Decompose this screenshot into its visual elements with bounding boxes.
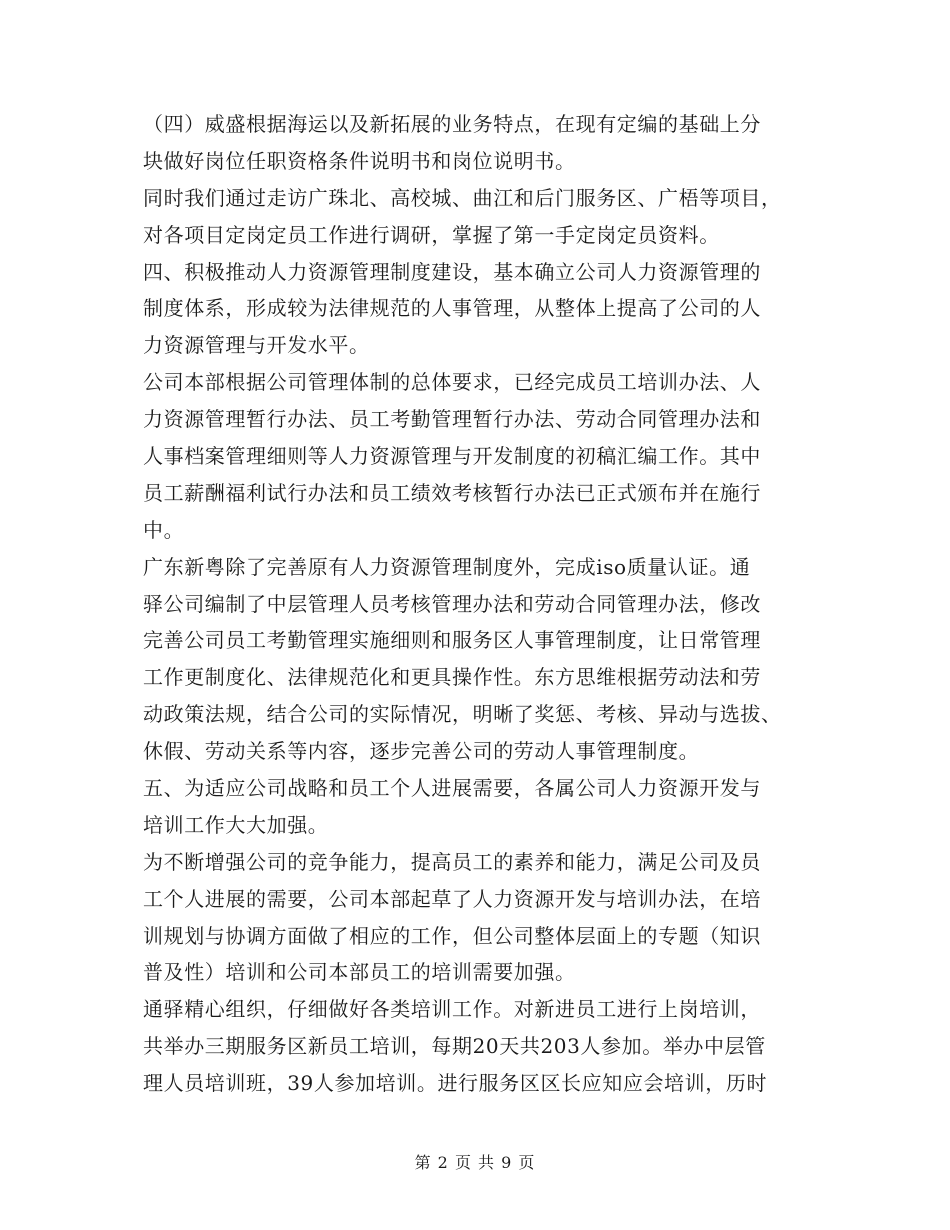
text-line: 为不断增强公司的竞争能力，提高员工的素养和能力，满足公司及员 (143, 849, 761, 874)
text-line: 块做好岗位任职资格条件说明书和岗位说明书。 (143, 148, 576, 173)
text-line: 制度体系，形成较为法律规范的人事管理，从整体上提高了公司的人 (143, 296, 761, 321)
text-line: 驿公司编制了中层管理人员考核管理办法和劳动合同管理办法，修改 (143, 591, 761, 616)
text-line: 力资源管理暂行办法、员工考勤管理暂行办法、劳动合同管理办法和 (143, 407, 761, 432)
text-line: 广东新粤除了完善原有人力资源管理制度外，完成iso质量认证。通 (143, 554, 751, 579)
document-body (143, 106, 815, 1102)
text-line: 工个人进展的需要，公司本部起草了人力资源开发与培训办法，在培 (143, 886, 761, 911)
text-line: 训规划与协调方面做了相应的工作，但公司整体层面上的专题（知识 (143, 923, 761, 948)
text-line: 休假、劳动关系等内容，逐步完善公司的劳动人事管理制度。 (143, 739, 700, 764)
text-line: 四、积极推动人力资源管理制度建设，基本确立公司人力资源管理的 (143, 259, 761, 284)
text-line: 通驿精心组织，仔细做好各类培训工作。对新进员工进行上岗培训， (143, 997, 761, 1022)
text-line: 共举办三期服务区新员工培训，每期20天共203人参加。举办中层管 (143, 1034, 766, 1059)
text-line: 五、为适应公司战略和员工个人进展需要，各属公司人力资源开发与 (143, 776, 761, 801)
text-line: 完善公司员工考勤管理实施细则和服务区人事管理制度，让日常管理 (143, 628, 761, 653)
text-line: 同时我们通过走访广珠北、高校城、曲江和后门服务区、广梧等项目， (143, 185, 782, 210)
text-line: 员工薪酬福利试行办法和员工绩效考核暂行办法已正式颁布并在施行 (143, 480, 761, 505)
text-line: 人事档案管理细则等人力资源管理与开发制度的初稿汇编工作。其中 (143, 444, 761, 469)
text-line: 动政策法规，结合公司的实际情况，明晰了奖惩、考核、异动与选拔、 (143, 702, 782, 727)
text-line: 力资源管理与开发水平。 (143, 333, 370, 358)
text-line: 公司本部根据公司管理体制的总体要求，已经完成员工培训办法、人 (143, 370, 761, 395)
text-line: 理人员培训班，39人参加培训。进行服务区区长应知应会培训，历时 (143, 1071, 768, 1096)
text-line: 普及性）培训和公司本部员工的培训需要加强。 (143, 960, 576, 985)
page-number-footer: 第 2 页 共 9 页 (414, 1153, 536, 1172)
text-line: 培训工作大大加强。 (143, 812, 329, 837)
text-line: 工作更制度化、法律规范化和更具操作性。东方思维根据劳动法和劳 (143, 665, 761, 690)
text-line: 中。 (143, 517, 185, 542)
text-line: 对各项目定岗定员工作进行调研，掌握了第一手定岗定员资料。 (143, 222, 720, 247)
text-line: （四）威盛根据海运以及新拓展的业务特点，在现有定编的基础上分 (143, 112, 761, 136)
